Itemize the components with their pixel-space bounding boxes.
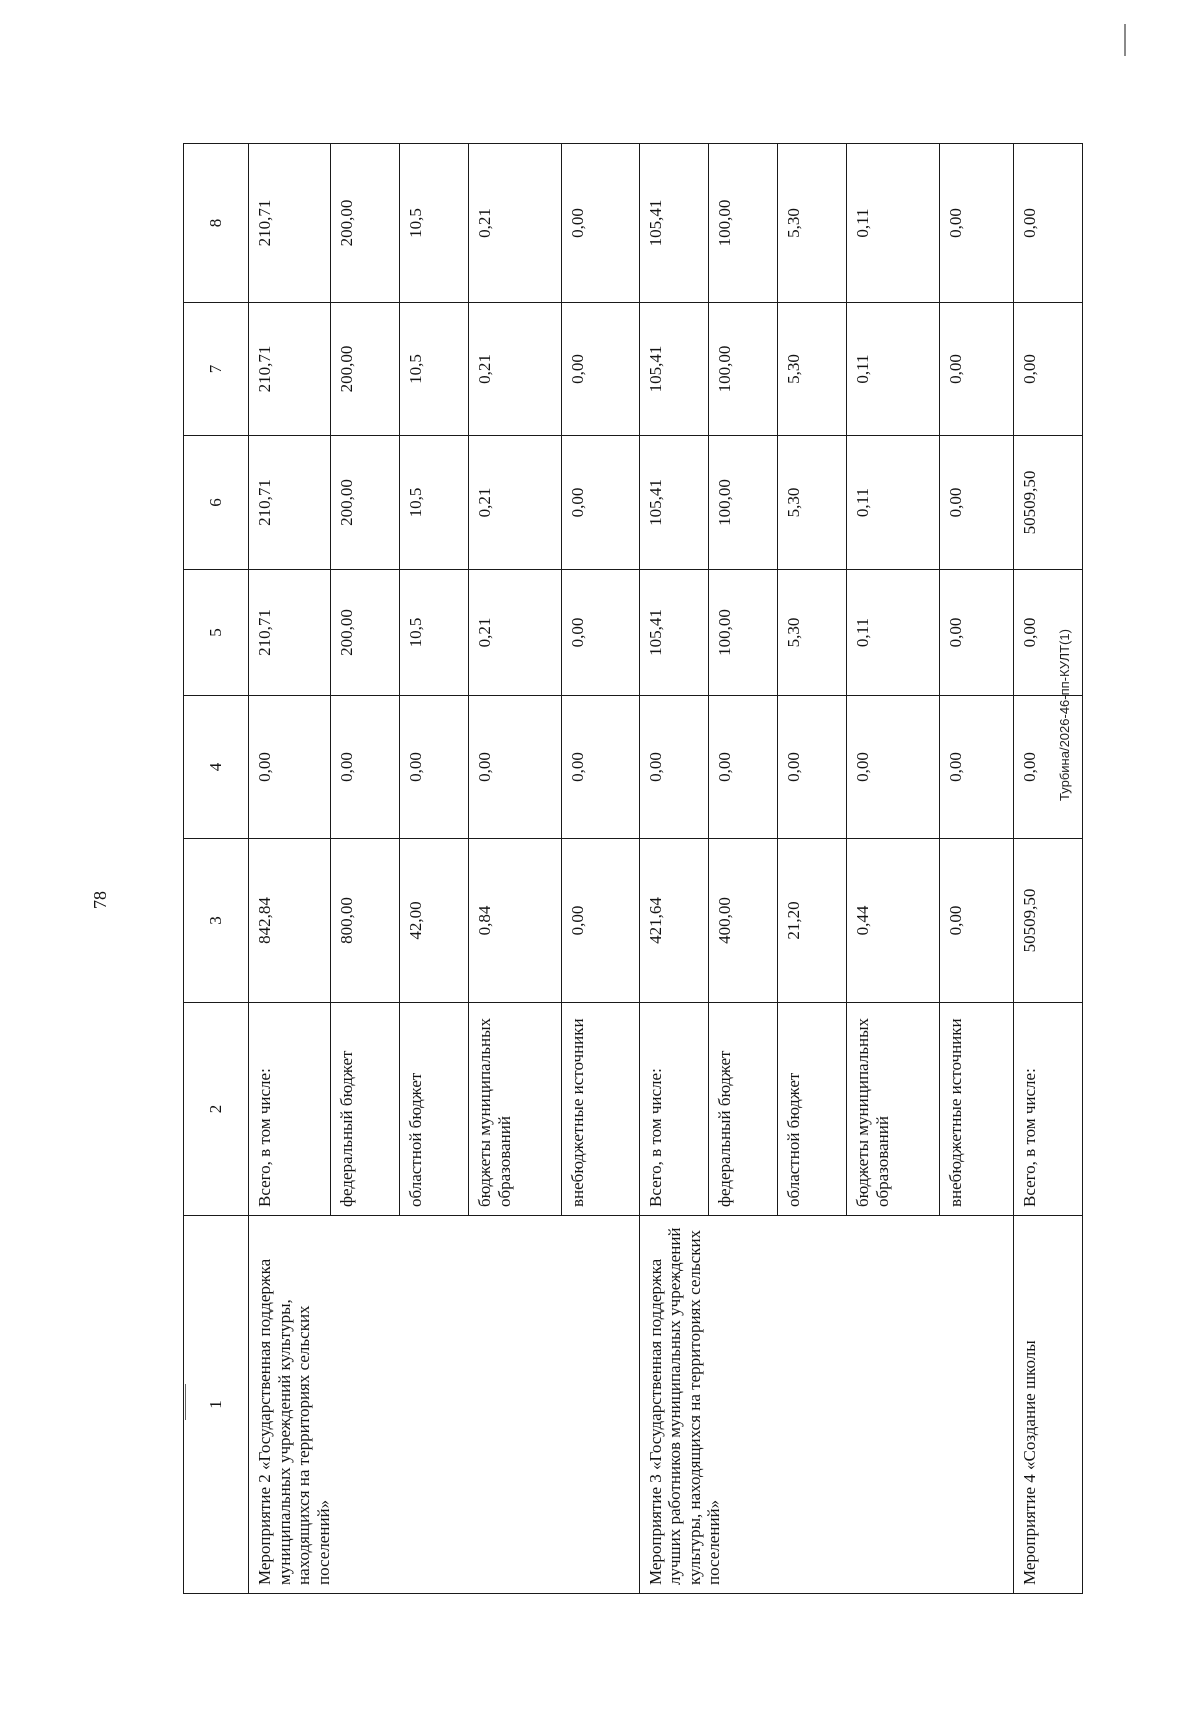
event-name-cell: Мероприятие 2 «Государственная поддержка муниципальных учреждений культуры, находящихся на территориях сельских поселений» (249, 1216, 640, 1594)
funding-source-cell: Всего, в том числе: (249, 1003, 331, 1216)
value-cell: 421,64 (639, 839, 708, 1003)
document-code: Турбина/2026-46-пп-КУЛТ(1) (1057, 629, 1072, 801)
value-cell: 50509,50 (1013, 436, 1082, 570)
value-cell: 0,44 (847, 839, 940, 1003)
value-cell: 5,30 (778, 144, 847, 303)
value-cell: 200,00 (330, 144, 399, 303)
value-cell: 0,11 (847, 570, 940, 696)
funding-source-cell: областной бюджет (778, 1003, 847, 1216)
value-cell: 210,71 (249, 144, 331, 303)
value-cell: 0,00 (562, 303, 640, 436)
value-cell: 0,00 (562, 144, 640, 303)
funding-source-cell: Всего, в том числе: (1013, 1003, 1082, 1216)
value-cell: 0,00 (1013, 570, 1082, 696)
scan-mark (1124, 24, 1126, 56)
event-name-cell: Мероприятие 3 «Государственная поддержка лучших работников муниципальных учреждений культуры, находящихся на территориях сельских поселений» (639, 1216, 1013, 1594)
value-cell: 0,00 (940, 839, 1013, 1003)
value-cell: 10,5 (399, 570, 468, 696)
value-cell: 105,41 (639, 303, 708, 436)
value-cell: 5,30 (778, 303, 847, 436)
value-cell: 200,00 (330, 436, 399, 570)
funding-source-cell: внебюджетные источники (562, 1003, 640, 1216)
funding-source-cell: федеральный бюджет (330, 1003, 399, 1216)
header-row (184, 144, 249, 1594)
value-cell: 0,21 (469, 144, 562, 303)
value-cell: 0,21 (469, 570, 562, 696)
column-header: 1 (184, 1216, 249, 1594)
value-cell: 21,20 (778, 839, 847, 1003)
value-cell: 0,00 (562, 570, 640, 696)
funding-source-cell: областной бюджет (399, 1003, 468, 1216)
value-cell: 0,00 (708, 696, 777, 839)
value-cell: 0,21 (469, 436, 562, 570)
value-cell: 0,00 (399, 696, 468, 839)
value-cell: 210,71 (249, 436, 331, 570)
value-cell: 0,00 (940, 436, 1013, 570)
funding-source-cell: бюджеты муниципальных образований (469, 1003, 562, 1216)
value-cell: 0,00 (562, 696, 640, 839)
value-cell: 0,11 (847, 144, 940, 303)
table-row (249, 144, 331, 1594)
column-header: 3 (184, 839, 249, 1003)
value-cell: 50509,50 (1013, 839, 1082, 1003)
value-cell: 842,84 (249, 839, 331, 1003)
value-cell: 200,00 (330, 570, 399, 696)
value-cell: 0,00 (940, 696, 1013, 839)
column-header: 4 (184, 696, 249, 839)
value-cell: 0,00 (639, 696, 708, 839)
value-cell: 0,00 (469, 696, 562, 839)
value-cell: 0,00 (1013, 303, 1082, 436)
value-cell: 105,41 (639, 144, 708, 303)
column-header: 2 (184, 1003, 249, 1216)
value-cell: 10,5 (399, 303, 468, 436)
value-cell: 0,00 (562, 839, 640, 1003)
value-cell: 42,00 (399, 839, 468, 1003)
column-header: 6 (184, 436, 249, 570)
value-cell: 100,00 (708, 303, 777, 436)
value-cell: 0,00 (778, 696, 847, 839)
value-cell: 0,21 (469, 303, 562, 436)
value-cell: 0,00 (940, 144, 1013, 303)
funding-table (183, 143, 1083, 1594)
value-cell: 0,11 (847, 303, 940, 436)
value-cell: 800,00 (330, 839, 399, 1003)
funding-source-cell: федеральный бюджет (708, 1003, 777, 1216)
column-header: 5 (184, 570, 249, 696)
value-cell: 0,00 (330, 696, 399, 839)
value-cell: 0,84 (469, 839, 562, 1003)
value-cell: 0,00 (940, 570, 1013, 696)
value-cell: 0,00 (1013, 144, 1082, 303)
column-header: 7 (184, 303, 249, 436)
value-cell: 210,71 (249, 303, 331, 436)
value-cell: 0,00 (562, 436, 640, 570)
value-cell: 5,30 (778, 570, 847, 696)
value-cell: 5,30 (778, 436, 847, 570)
column-header: 8 (184, 144, 249, 303)
funding-table-frame (183, 144, 1083, 1594)
value-cell: 0,00 (940, 303, 1013, 436)
page-number: 78 (90, 891, 110, 909)
funding-source-cell: Всего, в том числе: (639, 1003, 708, 1216)
table-row (639, 144, 708, 1594)
funding-source-cell: внебюджетные источники (940, 1003, 1013, 1216)
value-cell: 100,00 (708, 436, 777, 570)
funding-source-cell: бюджеты муниципальных образований (847, 1003, 940, 1216)
value-cell: 0,00 (847, 696, 940, 839)
value-cell: 0,11 (847, 436, 940, 570)
value-cell: 0,00 (249, 696, 331, 839)
value-cell: 10,5 (399, 436, 468, 570)
event-name-cell: Мероприятие 4 «Создание школы (1013, 1216, 1082, 1594)
value-cell: 105,41 (639, 436, 708, 570)
value-cell: 105,41 (639, 570, 708, 696)
value-cell: 0,00 (1013, 696, 1082, 839)
value-cell: 10,5 (399, 144, 468, 303)
value-cell: 100,00 (708, 570, 777, 696)
value-cell: 400,00 (708, 839, 777, 1003)
value-cell: 200,00 (330, 303, 399, 436)
value-cell: 210,71 (249, 570, 331, 696)
value-cell: 100,00 (708, 144, 777, 303)
